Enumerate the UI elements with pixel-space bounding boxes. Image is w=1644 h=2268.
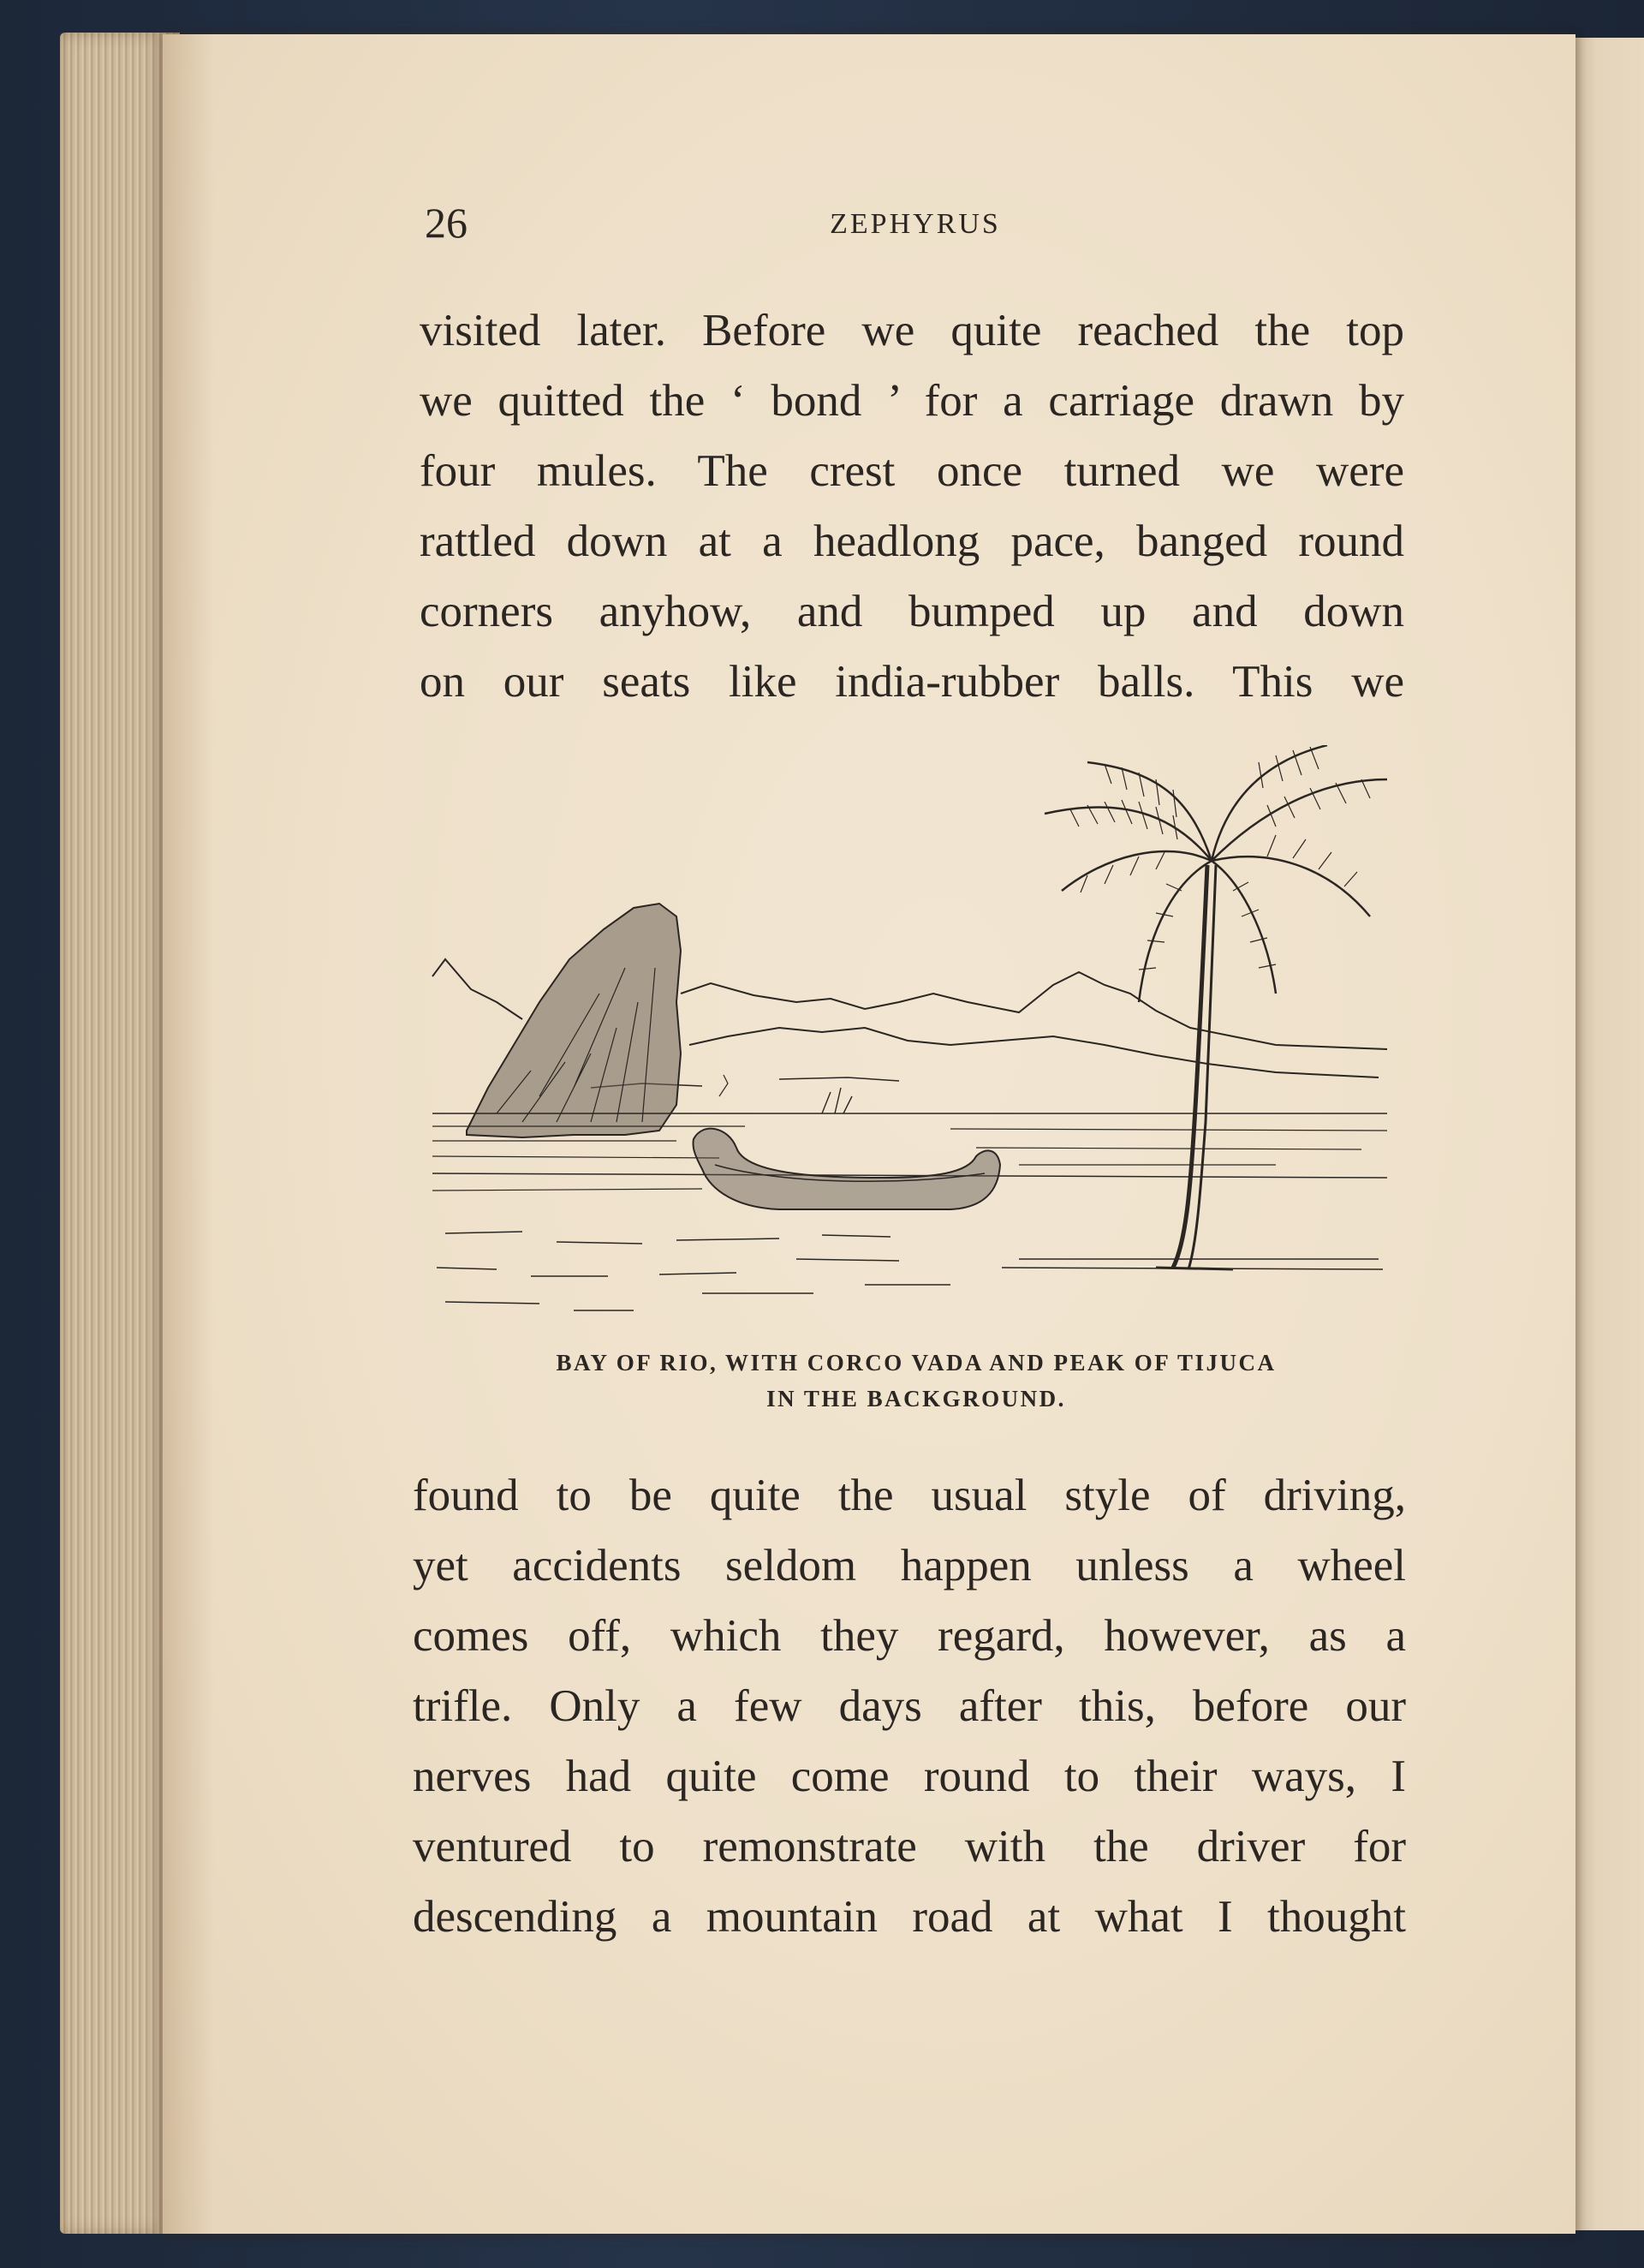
- text-line: nerves had quite come round to their ways, I: [413, 1752, 1406, 1801]
- page-number: 26: [425, 199, 468, 247]
- text-line: corners anyhow, and bumped up and down: [420, 587, 1404, 636]
- text-line: comes off, which they regard, however, as a: [413, 1611, 1406, 1661]
- facing-page-edge: [1574, 38, 1644, 2230]
- text-line: visited later. Before we quite reached the top: [420, 306, 1404, 355]
- caption-line: IN THE BACKGROUND.: [766, 1386, 1066, 1412]
- text-line: on our seats like india-rubber balls. This we: [420, 657, 1404, 707]
- figure-caption: [420, 1345, 1413, 1417]
- text-line: descending a mountain road at what I thought: [413, 1892, 1406, 1942]
- text-line: four mules. The crest once turned we were: [420, 446, 1404, 496]
- text-line: ventured to remonstrate with the driver for: [413, 1822, 1406, 1871]
- text-line: found to be quite the usual style of driving,: [413, 1471, 1406, 1520]
- text-block-bottom: [413, 1460, 1406, 1952]
- text-line: yet accidents seldom happen unless a wheel: [413, 1541, 1406, 1591]
- text-block-top: [420, 295, 1404, 717]
- running-title: ZEPHYRUS: [830, 208, 1001, 240]
- caption-line: BAY OF RIO, WITH CORCO VADA AND PEAK OF TIJUCA: [556, 1350, 1277, 1376]
- page-edges: [60, 33, 180, 2234]
- text-line: we quitted the ‘ bond ’ for a carriage drawn by: [420, 376, 1404, 426]
- text-line: trifle. Only a few days after this, before our: [413, 1681, 1406, 1731]
- engraving-illustration: [420, 745, 1413, 1345]
- running-head: [425, 197, 1406, 257]
- text-line: rattled down at a headlong pace, banged round: [420, 516, 1404, 566]
